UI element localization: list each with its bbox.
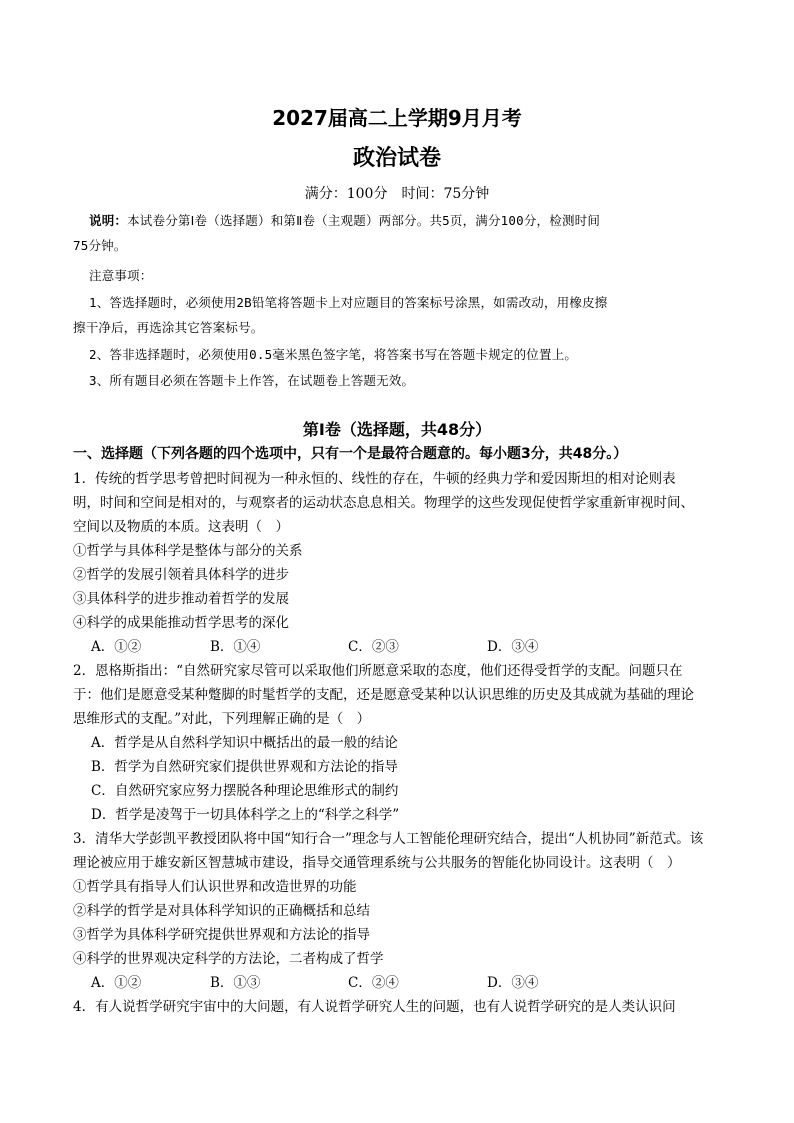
exam-title: 2027届高二上学期9月月考: [272, 106, 522, 130]
statement-1: ①哲学具有指导人们认识世界和改造世界的功能: [73, 879, 357, 895]
statement-4: ④科学的成果能推动哲学思考的深化: [73, 615, 289, 631]
q3-option-a: A．①②: [91, 975, 142, 991]
q2-option-a: A．哲学是从自然科学知识中概括出的最一般的结论: [91, 735, 398, 751]
question-3: 3．清华大学彭凯平教授团队将中国“知行合一”理念与人工智能伦理研究结合，提出“人机协同”新范式。该 理论被应用于雄安新区智慧城市建设，指导交通管理系统与公共服务的智能化协同设计。这表明（ ） ①哲学具有指导人们认识世界和改造世界的功能 ②科学的哲学是对具体科学知识的正确概括和总结 ③哲学为具体科学研究提供世界观和方法论的指导 ④科学的世界观决定科学的方法论，二者构成了哲学: [73, 827, 725, 971]
question-1: 1．传统的哲学思考曾把时间视为一种永恒的、线性的存在，牛顿的经典力学和爱因斯坦的相对论则表 明，时间和空间是相对的，与观察者的运动状态息息相关。物理学的这些发现促使哲学家重新审视时间、 空间以及物质的本质。这表明（ ） ①哲学与具体科学是整体与部分的关系 ②哲学的发展引领着具体科学的进步 ③具体科学的进步推动着哲学的发展 ④科学的成果能推动哲学思考的深化: [73, 467, 725, 635]
subject-title: 政治试卷: [352, 146, 441, 171]
q3-option-b: B．①③: [210, 975, 261, 991]
note-text: 本试卷分第Ⅰ卷（选择题）和第Ⅱ卷（主观题）两部分。共5页，满分100分，检测时间: [127, 213, 601, 228]
statement-2: ②哲学的发展引领着具体科学的进步: [73, 567, 289, 583]
statement-2: ②科学的哲学是对具体科学知识的正确概括和总结: [73, 903, 370, 919]
q2-option-b: B．哲学为自然研究家们提供世界观和方法论的指导: [91, 759, 398, 775]
q2-option-c: C．自然研究家应努力摆脱各种理论思维形式的制约: [91, 783, 399, 799]
q3-option-d: D．③④: [487, 975, 539, 991]
q1-option-b: B．①④: [210, 639, 261, 655]
section-heading: 第Ⅰ卷（选择题，共48分）: [302, 420, 492, 439]
instruction-item-1: 1、答选择题时，必须使用2B铅笔将答题卡上对应题目的答案标号涂黑，如需改动，用橡皮擦 擦干净后，再选涂其它答案标号。: [73, 295, 608, 335]
q3-option-c: C．②④: [348, 975, 399, 991]
q1-option-a: A．①②: [91, 639, 142, 655]
exam-meta: [0, 184, 794, 204]
q2-option-d: D．哲学是凌驾于一切具体科学之上的“科学之科学”: [91, 807, 400, 823]
statement-1: ①哲学与具体科学是整体与部分的关系: [73, 543, 303, 559]
q1-option-d: D．③④: [487, 639, 539, 655]
full-score: 满分：100分: [304, 186, 388, 202]
instruction-item-3: 3、所有题目必须在答题卡上作答，在试题卷上答题无效。: [89, 373, 415, 388]
instruction-item-2: 2、答非选择题时，必须使用0.5毫米黑色签字笔，将答案书写在答题卡规定的位置上。: [89, 347, 578, 362]
instructions-note: [73, 212, 725, 255]
statement-4: ④科学的世界观决定科学的方法论，二者构成了哲学: [73, 951, 384, 967]
question-2: 2．恩格斯指出：“自然研究家尽管可以采取他们所愿意采取的态度，他们还得受哲学的支配。问题只在 于：他们是愿意受某种蹩脚的时髦哲学的支配，还是愿意受某种以认识思维的历史及其成就为基础的理论 思维形式的支配。”对此，下列理解正确的是（ ） A．哲学是从自然科学知识中概括出的最一般的结论 B．哲学为自然研究家们提供世界观和方法论的指导 C．自然研究家应努力摆脱各种理论思维形式的制约 D．哲学是凌驾于一切具体科学之上的“科学之科学”: [73, 659, 725, 827]
statement-3: ③哲学为具体科学研究提供世界观和方法论的指导: [73, 927, 370, 943]
attention-label: 注意事项：: [89, 268, 153, 283]
q1-option-c: C．②③: [348, 639, 399, 655]
exam-time: 时间：75分钟: [401, 186, 490, 202]
note-label: 说明：: [89, 213, 128, 228]
question-4: 4．有人说哲学研究宇宙中的大问题，有人说哲学研究人生的问题，也有人说哲学研究的是人类认识问: [73, 999, 676, 1015]
note-text-cont: 75分钟。: [73, 238, 127, 253]
section-subheading: 一、选择题（下列各题的四个选项中，只有一个是最符合题意的。每小题3分，共48分。）: [73, 446, 628, 462]
statement-3: ③具体科学的进步推动着哲学的发展: [73, 591, 289, 607]
